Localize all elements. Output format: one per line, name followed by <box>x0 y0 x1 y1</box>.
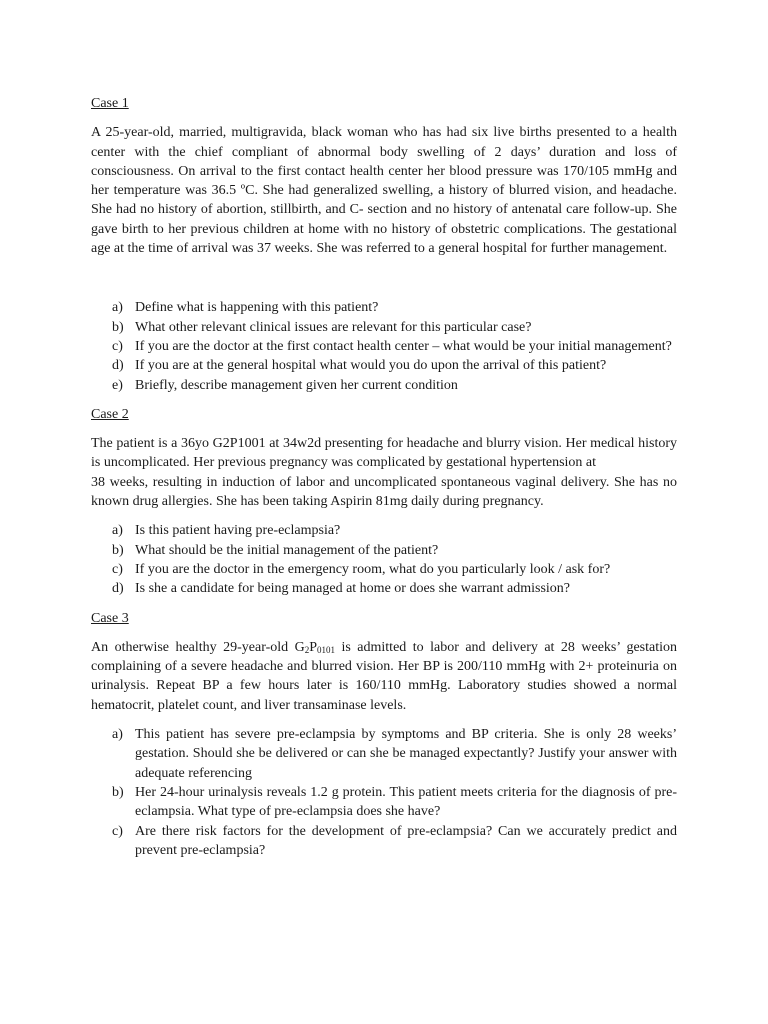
question-marker: a) <box>112 727 123 743</box>
question-text: What other relevant clinical issues are relevant for this particular case? <box>135 319 532 335</box>
case-2-description-line-1: The patient is a 36yo G2P1001 at 34w2d presenting for headache and blurry vision. Her medical history is uncomplicated. Her previous pregnancy was complicated by gestational hypertension at <box>91 436 677 471</box>
case-1-question-e <box>91 376 677 395</box>
question-text: Are there risk factors for the development of pre-eclampsia? Can we accurately predict and prevent pre-eclampsia? <box>135 823 677 858</box>
case-2-question-list <box>91 521 677 598</box>
case-1-description: A 25-year-old, married, multigravida, black woman who has had six live births presented to a health center with the chief compliant of abnormal body swelling of 2 days’ duration and loss of consciousness. On arrival to the first contact health center her blood pressure was 170/105 mmHg and her temperature was 36.5 ºC. She had generalized swelling, a history of blurred vision, and headache. She had no history of abortion, stillbirth, and C- section and no history of antenatal care follow-up. She gave birth to her previous children at home with no history of obstetric complications. The gestational age at the time of arrival was 37 weeks. She was referred to a general hospital for further management. <box>91 125 677 257</box>
parity-letter: P <box>309 639 318 655</box>
question-marker: b) <box>112 784 124 800</box>
question-text: Her 24-hour urinalysis reveals 1.2 g protein. This patient meets criteria for the diagnosis of pre-eclampsia. What type of pre-eclampsia does she have? <box>135 784 677 820</box>
parity-subscript: 0101 <box>317 644 336 655</box>
case-1-question-b <box>91 318 677 337</box>
case-2-description-line-2: 38 weeks, resulting in induction of labor and uncomplicated spontaneous vaginal delivery. She has no known drug allergies. She has been taking Aspirin 81mg daily during pregnancy. <box>91 474 677 510</box>
question-text: Is this patient having pre-eclampsia? <box>135 523 341 539</box>
case-2-heading: Case 2 <box>91 406 129 422</box>
question-marker: a) <box>112 523 123 539</box>
question-marker: c) <box>112 561 123 577</box>
case-3-text-start: An otherwise healthy 29-year-old G <box>91 639 305 655</box>
question-marker: a) <box>112 300 123 316</box>
gravida-subscript: 2 <box>304 644 310 655</box>
question-marker: d) <box>112 358 124 374</box>
question-text: Briefly, describe management given her current condition <box>135 377 458 393</box>
question-text: If you are the doctor in the emergency room, what do you particularly look / ask for? <box>135 561 611 577</box>
case-2-question-c <box>91 560 677 579</box>
question-marker: e) <box>112 377 123 393</box>
case-1-question-c <box>91 337 677 356</box>
question-marker: c) <box>112 823 123 839</box>
question-text: This patient has severe pre-eclampsia by symptoms and BP criteria. She is only 28 weeks’ gestation. Should she be delivered or can she be managed expectantly? Justify your answer with adequate referencing <box>135 727 677 781</box>
question-text: If you are the doctor at the first contact health center – what would be your initial management? <box>135 338 672 354</box>
case-3-heading: Case 3 <box>91 610 129 626</box>
case-3-description <box>91 638 677 715</box>
case-2-question-a <box>91 521 677 540</box>
case-1-heading: Case 1 <box>91 96 129 111</box>
case-1-question-d <box>91 356 677 375</box>
case-3-question-c <box>91 822 677 861</box>
question-text: Is she a candidate for being managed at home or does she warrant admission? <box>135 581 571 597</box>
case-3-question-a <box>91 725 677 783</box>
question-marker: b) <box>112 542 124 558</box>
question-text: What should be the initial management of the patient? <box>135 542 439 558</box>
case-1-question-list <box>91 298 677 394</box>
case-3-question-list <box>91 725 677 860</box>
question-marker: b) <box>112 319 124 335</box>
question-text: If you are at the general hospital what would you do upon the arrival of this patient? <box>135 358 607 374</box>
case-1-question-a <box>91 298 677 317</box>
question-marker: c) <box>112 338 123 354</box>
case-3-text-end: is admitted to labor and delivery at 28 weeks’ gestation complaining of a severe headache and blurred vision. Her BP is 200/110 mmHg with 2+ proteinuria on urinalysis. Repeat BP a few hours later is 160/110 mmHg. Laboratory studies showed a normal hematocrit, platelet count, and liver transaminase levels. <box>91 639 677 713</box>
document-page <box>91 94 677 860</box>
case-3-question-b <box>91 783 677 822</box>
question-marker: d) <box>112 581 124 597</box>
case-2-question-d <box>91 579 677 598</box>
question-text: Define what is happening with this patient? <box>135 300 379 316</box>
case-2-question-b <box>91 541 677 560</box>
